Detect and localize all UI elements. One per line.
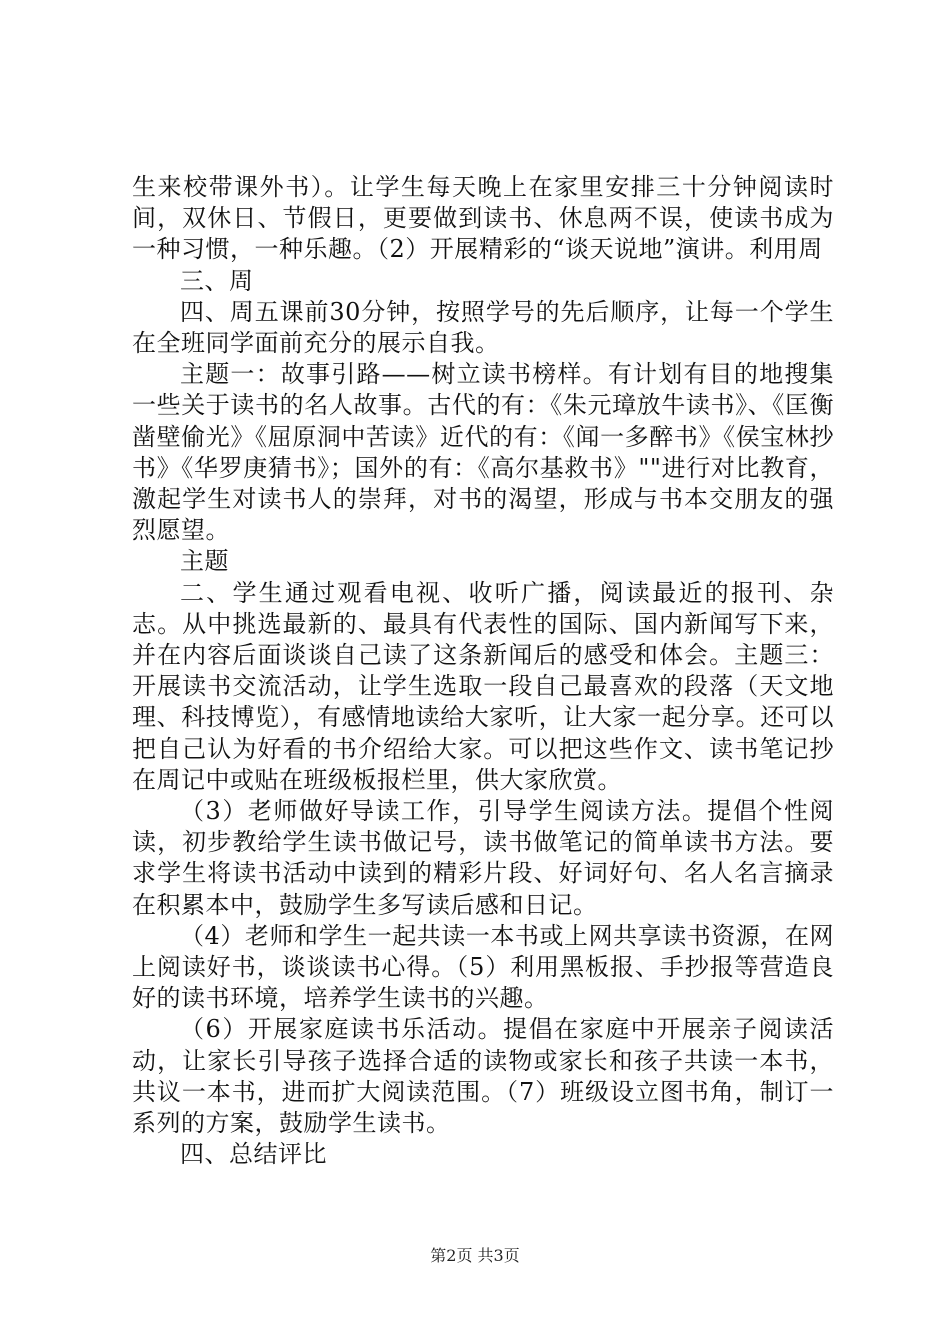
paragraph-friday-speech: 四、周五课前30分钟，按照学号的先后顺序，让每一个学生在全班同学面前充分的展示自我。 [132,297,834,358]
paragraph-item-4-5: （4）老师和学生一起共读一本书或上网共享读书资源，在网上阅读好书，谈谈读书心得。（5）利用黑板报、手抄报等营造良好的读书环境，培养学生读书的兴趣。 [132,921,834,1013]
paragraph-item-6-7: （6）开展家庭读书乐活动。提倡在家庭中开展亲子阅读活动，让家长引导孩子选择合适的读物或家长和孩子共读一本书，共议一本书，进而扩大阅读范围。（7）班级设立图书角，制订一系列的方案，鼓励学生读书。 [132,1015,834,1138]
paragraph-continuation: 生来校带课外书）。让学生每天晚上在家里安排三十分钟阅读时间，双休日、节假日，更要做到读书、休息两不误，使读书成为一种习惯，一种乐趣。（2）开展精彩的“谈天说地”演讲。利用周 [132,173,834,264]
paragraph-heading-three: 三、周 [180,266,254,295]
paragraph-item-3: （3）老师做好导读工作，引导学生阅读方法。提倡个性阅读，初步教给学生读书做记号，读书做笔记的简单读书方法。要求学生将读书活动中读到的精彩片段、好词好句、名人名言摘录在积累本中，鼓励学生多写读后感和日记。 [132,797,834,919]
document-body [132,172,834,1171]
paragraph-theme-label: 主题 [180,547,229,576]
paragraph-summary-heading: 四、总结评比 [180,1140,327,1169]
page-number-footer: 第2页 共3页 [430,1246,520,1265]
paragraph-theme-two-three: 二、学生通过观看电视、收听广播，阅读最近的报刊、杂志。从中挑选最新的、最具有代表性的国际、国内新闻写下来，并在内容后面谈谈自己读了这条新闻后的感受和体会。主题三：开展读书交流活动，让学生选取一段自己最喜欢的段落（天文地理、科技博览），有感情地读给大家听，让大家一起分享。还可以把自己认为好看的书介绍给大家。可以把这些作文、读书笔记抄在周记中或贴在班级板报栏里，供大家欣赏。 [132,578,834,794]
paragraph-theme-one: 主题一：故事引路——树立读书榜样。有计划有目的地搜集一些关于读书的名人故事。古代的有：《朱元璋放牛读书》、《匡衡凿壁偷光》《屈原洞中苦读》近代的有：《闻一多醉书》《侯宝林抄书》《华罗庚猜书》；国外的有：《高尔基救书》""进行对比教育，激起学生对读书人的崇拜，对书的渴望，形成与书本交朋友的强烈愿望。 [132,360,834,545]
